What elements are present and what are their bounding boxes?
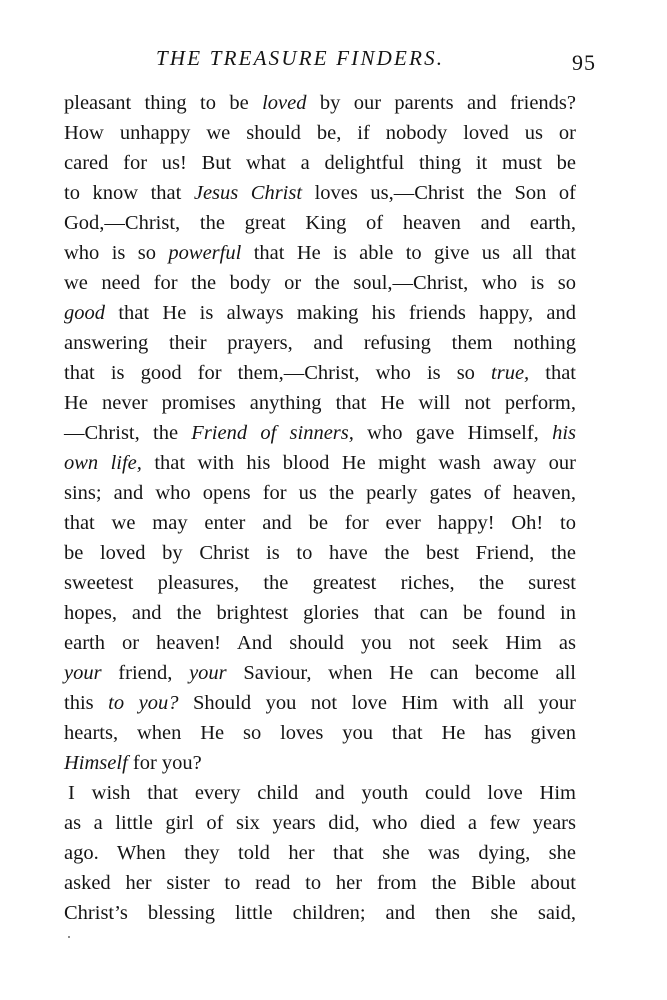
text-run: cared for us! But what a delightful thing it must be <box>64 152 576 174</box>
text-line <box>64 148 576 178</box>
text-line <box>64 808 576 838</box>
page-number: 95 <box>572 50 596 75</box>
text-line <box>64 598 576 628</box>
text-run: God,—Christ, the great King of heaven and earth, <box>64 212 576 234</box>
text-run: who is so <box>64 242 169 264</box>
text-line <box>64 838 576 868</box>
text-run: this <box>64 692 109 714</box>
text-line <box>64 508 576 538</box>
text-run: sins; and who opens for us the pearly gates of heaven, <box>64 482 576 504</box>
text-run: hopes, and the brightest glories that can be found in <box>64 602 576 624</box>
text-run: that He is able to give us all that <box>241 242 576 264</box>
text-line <box>64 868 576 898</box>
text-line <box>64 448 576 478</box>
text-run: that with his blood He might wash away our <box>141 452 577 474</box>
text-run: —Christ, the <box>64 422 192 444</box>
text-run: I wish that every child and youth could love Him <box>68 782 576 804</box>
text-run: Saviour, when He can become all <box>226 662 576 684</box>
italic-text: his <box>552 422 576 444</box>
text-run: that <box>529 362 576 384</box>
text-line <box>64 628 576 658</box>
text-run: by our parents and friends? <box>306 92 576 114</box>
running-title: THE TREASURE FINDERS. <box>156 46 445 70</box>
text-line <box>64 208 576 238</box>
text-line <box>64 478 576 508</box>
text-line <box>64 418 576 448</box>
text-line <box>64 178 576 208</box>
text-run: be loved by Christ is to have the best Friend, the <box>64 542 576 564</box>
italic-text: loved <box>262 92 307 114</box>
text-run: that is good for them,—Christ, who is so <box>64 362 492 384</box>
italic-text: own life, <box>64 452 142 474</box>
text-run: for you? <box>127 752 202 774</box>
italic-text: Himself <box>64 752 128 774</box>
text-run: sweetest pleasures, the greatest riches, the surest <box>64 572 576 594</box>
text-run: we need for the body or the soul,—Christ, who is so <box>64 272 576 294</box>
italic-text: your <box>64 662 102 684</box>
text-run: friend, <box>101 662 190 684</box>
italic-text: true, <box>491 362 530 384</box>
text-run: hearts, when He so loves you that He has given <box>64 722 576 744</box>
body-text <box>64 88 576 928</box>
text-line <box>64 268 576 298</box>
text-run: pleasant thing to be <box>64 92 263 114</box>
text-run: Christ’s blessing little children; and then she said, <box>64 902 576 924</box>
text-line <box>64 118 576 148</box>
text-run: loves us,—Christ the Son of <box>302 182 576 204</box>
italic-text: Friend of sinners, <box>191 422 354 444</box>
text-line <box>64 388 576 418</box>
text-run: asked her sister to read to her from the Bible about <box>64 872 576 894</box>
italic-text: powerful <box>168 242 242 264</box>
text-run: that we may enter and be for ever happy! Oh! to <box>64 512 576 534</box>
italic-text: good <box>64 302 105 324</box>
text-run: as a little girl of six years did, who died a few years <box>64 812 576 834</box>
text-line <box>64 778 576 808</box>
text-run: answering their prayers, and refusing them nothing <box>64 332 576 354</box>
text-run: ago. When they told her that she was dying, she <box>64 842 576 864</box>
text-line <box>64 568 576 598</box>
text-line <box>64 718 576 748</box>
italic-text: Jesus Christ <box>193 182 303 204</box>
text-line <box>64 298 576 328</box>
italic-text: to you? <box>108 692 179 714</box>
text-run: earth or heaven! And should you not seek Him as <box>64 632 576 654</box>
text-run: He never promises anything that He will not perform, <box>64 392 576 414</box>
text-line <box>64 538 576 568</box>
italic-text: your <box>189 662 227 684</box>
text-run: How unhappy we should be, if nobody loved us or <box>64 122 576 144</box>
text-line <box>64 898 576 928</box>
text-line <box>64 238 576 268</box>
text-line <box>64 688 576 718</box>
text-run: Should you not love Him with all your <box>178 692 577 714</box>
running-head <box>66 46 596 76</box>
text-run: who gave Himself, <box>353 422 553 444</box>
text-line <box>64 358 576 388</box>
text-run: to know that <box>64 182 194 204</box>
text-line <box>64 88 576 118</box>
text-run: that He is always making his friends happy, and <box>105 302 576 324</box>
print-speck <box>68 936 70 938</box>
text-line <box>64 328 576 358</box>
text-line <box>64 748 576 778</box>
text-line <box>64 658 576 688</box>
